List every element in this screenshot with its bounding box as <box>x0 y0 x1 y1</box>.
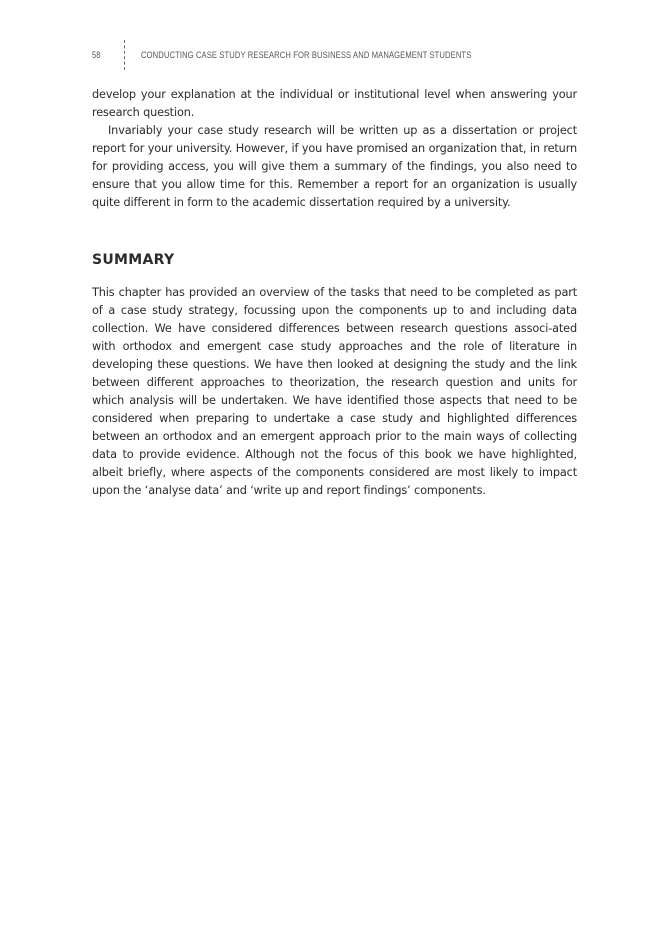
running-head <box>92 40 578 70</box>
summary-heading: SUMMARY <box>92 252 175 268</box>
summary-paragraph: This chapter has provided an overview of the tasks that need to be completed as part of a case study strategy, focussing upon the components up to and including data collection. We have considered differences between research questions associ-ated with orthodox and emergent case study approaches and the role of literature in developing these questions. We have then looked at designing the study and the link between different approaches to theorization, the research question and units for which analysis will be undertaken. We have identified those aspects that need to be considered when preparing to undertake a case study and highlighted differences between an orthodox and an emergent approach prior to the main ways of collecting data to provide evidence. Although not the focus of this book we have highlighted, albeit briefly, where aspects of the components considered are most likely to impact upon the ‘analyse data’ and ‘write up and report findings’ components. <box>92 286 577 497</box>
running-head-title: CONDUCTING CASE STUDY RESEARCH FOR BUSINESS AND MANAGEMENT STUDENTS <box>141 50 472 61</box>
running-head-divider <box>124 40 125 70</box>
page-number: 58 <box>92 50 101 60</box>
paragraph-continued: develop your explanation at the individual or institutional level when answering your research question. <box>92 88 577 119</box>
paragraph-dissertation: Invariably your case study research will be written up as a dissertation or project report for your university. However, if you have promised an organization that, in return for providing access, you will give them a summary of the findings, you also need to ensure that you allow time for this. Remember a report for an organization is usually quite different in form to the academic dissertation required by a university. <box>92 124 577 209</box>
